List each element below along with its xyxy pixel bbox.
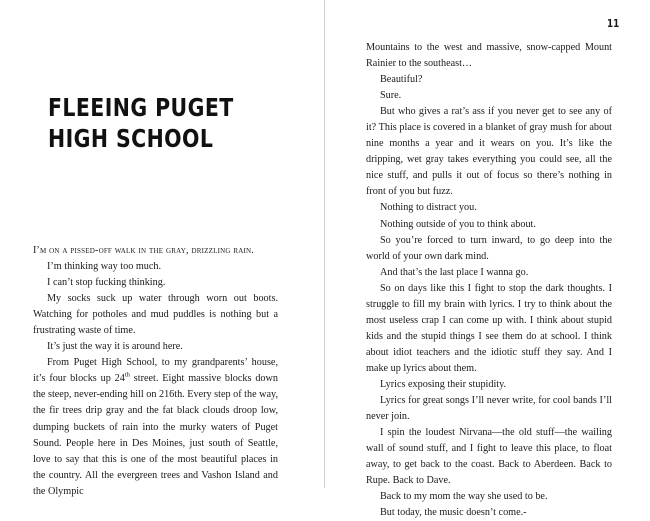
from-paragraph-start: From Puget High School, to my grandparents’ house, it’s four blocks up 24: [33, 357, 278, 385]
ordinal-suffix: th: [124, 371, 130, 379]
paragraph: I can’t stop fucking thinking.: [47, 277, 166, 289]
paragraph: Beautiful?: [380, 74, 423, 86]
paragraph: And that’s the last place I wanna go.: [380, 266, 529, 278]
paragraph-from-puget: [33, 355, 278, 499]
paragraph: But who gives a rat’s ass if you never get to see any of it? This place is covered in a blanket of gray mush for about nine months a year and it wears on you. It’s like the dripping, wet gray takes everything you could see, all the nice stuff, and pulls it out of focus so there’s nothing in front of you but fuzz.: [366, 106, 612, 198]
paragraph: Lyrics exposing their stupidity.: [380, 378, 507, 390]
paragraph: Back to my mom the way she used to be.: [380, 491, 548, 503]
opening-initial: I: [33, 245, 37, 256]
right-page: [325, 0, 650, 519]
paragraph: So on days like this I fight to stop the dark thoughts. I struggle to fill my brain with lyrics. I try to think about the most useless crap I can come up with. I think about stupid kids and the stupid things I see them do at school. I think about idiot teachers and the idiotic stuff they say. And I make up lyrics about them.: [366, 282, 612, 374]
paragraph: Sure.: [380, 90, 402, 102]
chapter-title: [48, 92, 234, 154]
continuation-paragraph: Mountains to the west and massive, snow-capped Mount Rainier to the southeast…: [366, 42, 612, 70]
left-page: [0, 0, 324, 497]
opening-line: [33, 243, 278, 259]
paragraph: My socks suck up water through worn out boots. Watching for potholes and mud puddles is nothing but a frustrating waste of time.: [33, 293, 278, 337]
paragraph: I’m thinking way too much.: [47, 261, 162, 273]
paragraph: Lyrics for great songs I’ll never write, for cool bands I’ll never join.: [366, 395, 612, 423]
paragraph: It’s just the way it is around here.: [47, 341, 183, 353]
from-paragraph-end: street. Eight massive blocks down the steep, never-ending hill on 216th. Every step of the way, the fir trees drip gray and the fat black clouds droop low, dumping buckets of rain into the murky waters of Puget Sound. People here in Des Moines, just south of Seattle, love to say that this is one of the most beautiful places in the country. All the evergreen trees and Vashon Island and the Olympic: [33, 373, 278, 497]
page-number: 11: [607, 17, 620, 30]
paragraph: But today, the music doesn’t come.-: [380, 507, 527, 519]
right-page-body: [366, 40, 612, 521]
chapter-title-line-2: HIGH SCHOOL: [48, 124, 214, 153]
chapter-title-line-1: FLEEING PUGET: [48, 93, 234, 122]
opening-smallcaps: ’m on a pissed-off walk in the gray, drizzling rain.: [36, 245, 255, 256]
paragraph: I spin the loudest Nirvana—the old stuff—the wailing wall of sound stuff, and I fight to leave this place, to float away, to get back to the coast. Back to Aberdeen. Back to Rupe. Back to Dave.: [366, 427, 612, 487]
paragraph: Nothing outside of you to think about.: [380, 218, 536, 230]
left-page-body: [33, 243, 278, 500]
paragraph: Nothing to distract you.: [380, 202, 477, 214]
paragraph: So you’re forced to turn inward, to go deep into the world of your own dark mind.: [366, 234, 612, 262]
